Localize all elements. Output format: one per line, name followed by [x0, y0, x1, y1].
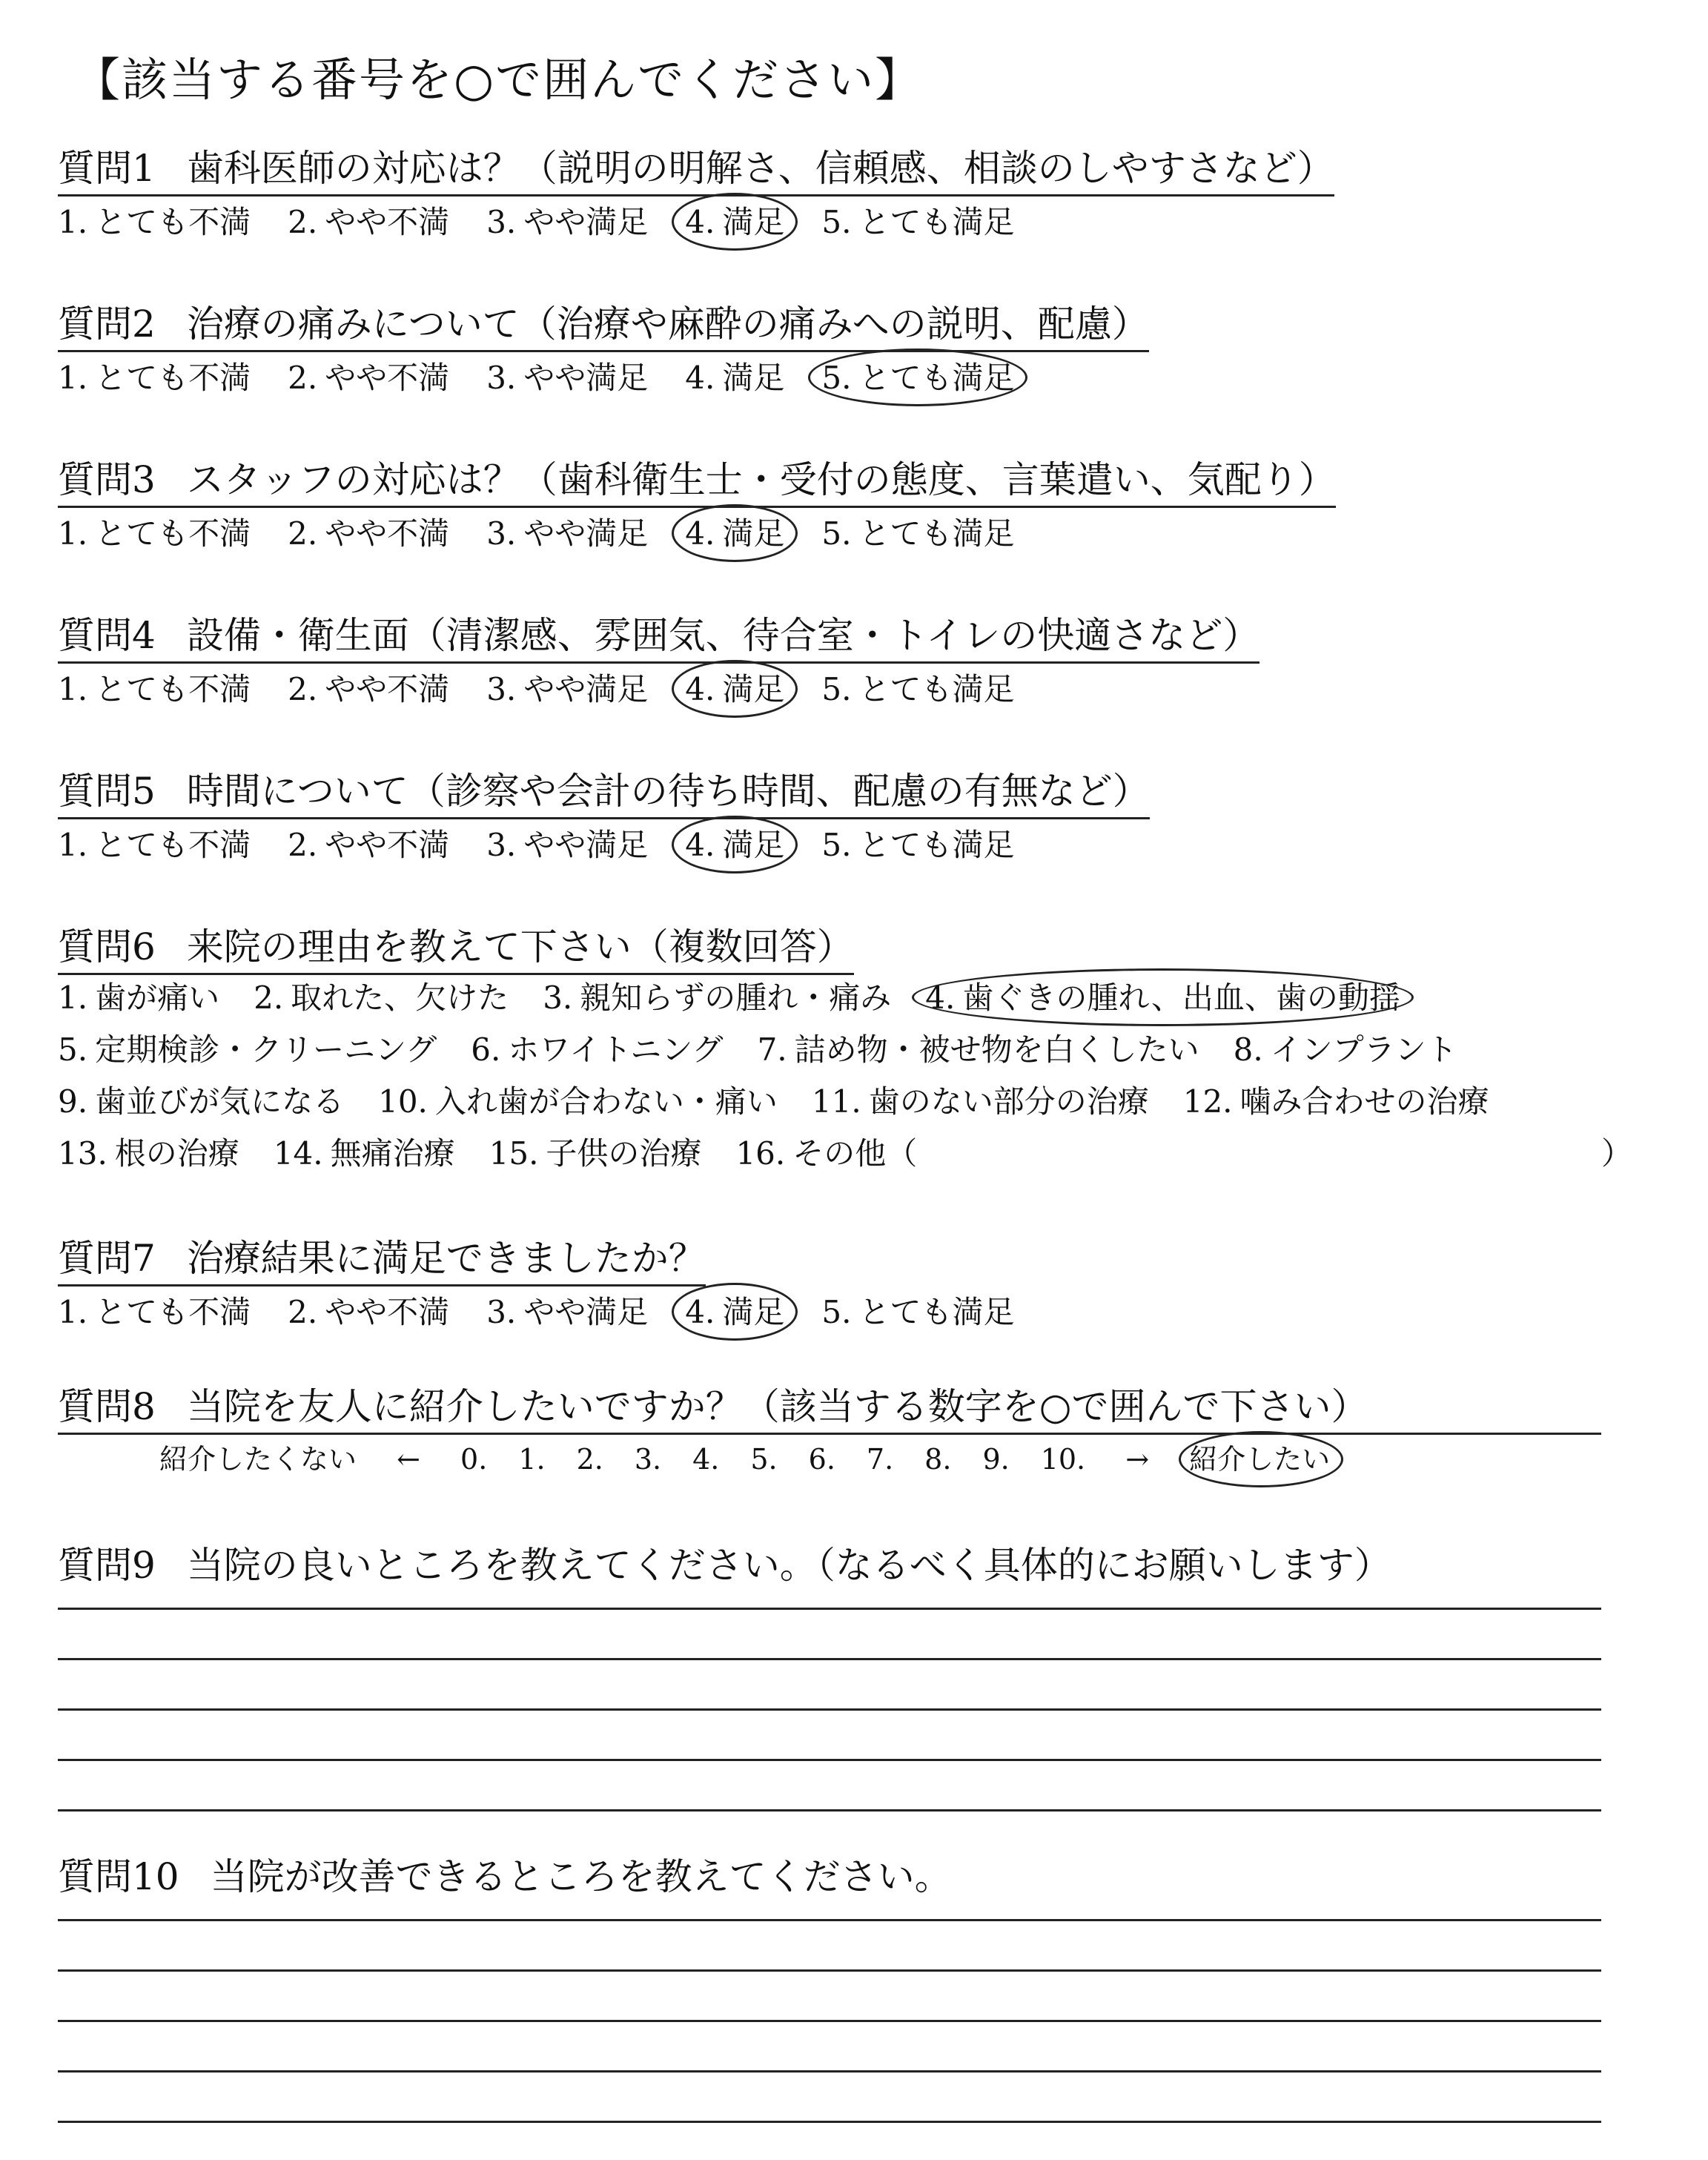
question-8-text: 当院を友人に紹介したいですか？（該当する数字を○で囲んで下さい） — [186, 1385, 1368, 1428]
recommend-score-8[interactable]: 8. — [924, 1443, 952, 1476]
question-6-text: 来院の理由を教えて下さい（複数回答） — [186, 925, 854, 968]
question-6-other-close-paren: ） — [1601, 1135, 1633, 1172]
option-label: とても不満 — [95, 515, 251, 552]
q2-option-1[interactable] — [58, 357, 251, 399]
question-5-text: 時間について（診察や会計の待ち時間、配慮の有無など） — [186, 770, 1150, 813]
option-label: やや満足 — [523, 515, 649, 552]
q6-option-1[interactable] — [58, 977, 219, 1019]
q3-option-5[interactable] — [821, 513, 1014, 555]
q6-option-6[interactable] — [471, 1029, 723, 1071]
q2-option-3[interactable] — [486, 357, 648, 399]
q9-answer-line-5[interactable] — [58, 1809, 1601, 1811]
option-number: 5. — [821, 360, 852, 396]
q9-answer-line-3[interactable] — [58, 1708, 1601, 1711]
option-label: やや満足 — [523, 360, 649, 396]
option-number: 4. — [685, 360, 715, 396]
question-6-row-2 — [58, 1029, 1492, 1071]
question-2-title — [58, 301, 1149, 352]
option-label: 満足 — [722, 671, 785, 707]
q1-option-3[interactable] — [486, 202, 648, 243]
question-9-title — [58, 1542, 1391, 1588]
question-10-text: 当院が改善できるところを教えてください。 — [210, 1855, 952, 1898]
option-number: 4. — [685, 515, 715, 552]
q1-option-2[interactable] — [288, 202, 449, 243]
q6-option-10[interactable] — [378, 1081, 778, 1123]
q2-option-5[interactable] — [821, 357, 1014, 399]
q5-option-3[interactable] — [486, 825, 648, 866]
question-3-title — [58, 457, 1336, 508]
option-label: とても不満 — [95, 204, 251, 240]
option-label: 親知らずの腫れ・痛み — [580, 980, 892, 1016]
q3-option-2[interactable] — [288, 513, 449, 555]
option-number: 1. — [58, 671, 88, 707]
recommend-score-1[interactable]: 1. — [518, 1443, 546, 1476]
question-3-options — [58, 513, 1051, 555]
option-label: 根の治療 — [114, 1135, 239, 1172]
option-number: 2. — [288, 671, 318, 707]
option-number: 5. — [821, 515, 852, 552]
option-number: 4. — [685, 827, 715, 863]
option-label: 満足 — [722, 204, 785, 240]
option-label: とても満足 — [858, 515, 1015, 552]
recommend-score-0[interactable]: 0. — [460, 1443, 488, 1476]
option-label: 歯が痛い — [95, 980, 220, 1016]
option-label: 詰め物・被せ物を白くしたい — [794, 1031, 1199, 1068]
question-6-row-4 — [58, 1133, 951, 1175]
question-3-number: 質問3 — [58, 458, 156, 501]
option-number: 4. — [685, 204, 715, 240]
question-1-title — [58, 145, 1334, 196]
recommend-score-2[interactable]: 2. — [576, 1443, 603, 1476]
q5-option-5[interactable] — [821, 825, 1014, 866]
q6-option-15[interactable] — [489, 1133, 702, 1175]
q10-answer-line-1[interactable] — [58, 1919, 1601, 1921]
question-6-row-3 — [58, 1081, 1523, 1123]
q4-option-4[interactable] — [685, 669, 784, 710]
option-number: 3. — [486, 671, 517, 707]
q4-option-1[interactable] — [58, 669, 251, 710]
question-2-text: 治療の痛みについて（治療や麻酔の痛みへの説明、配慮） — [186, 303, 1149, 346]
q10-answer-line-4[interactable] — [58, 2070, 1601, 2073]
q3-option-4[interactable] — [685, 513, 784, 555]
recommend-score-3[interactable]: 3. — [634, 1443, 662, 1476]
q2-option-2[interactable] — [288, 357, 449, 399]
option-number: 3. — [486, 515, 517, 552]
option-label: とても満足 — [858, 360, 1015, 396]
q4-option-5[interactable] — [821, 669, 1014, 710]
option-label: とても不満 — [95, 671, 251, 707]
recommend-score-6[interactable]: 6. — [808, 1443, 835, 1476]
question-10-number: 質問10 — [58, 1855, 179, 1898]
option-number: 1. — [58, 515, 88, 552]
option-number: 4. — [685, 671, 715, 707]
option-label: 入れ歯が合わない・痛い — [434, 1083, 778, 1120]
option-label: とても不満 — [95, 827, 251, 863]
q7-option-5[interactable] — [821, 1292, 1014, 1333]
option-number: 1. — [58, 204, 88, 240]
option-label: やや満足 — [523, 1294, 649, 1330]
option-label: やや不満 — [325, 671, 450, 707]
recommend-score-4[interactable]: 4. — [692, 1443, 720, 1476]
option-number: 2. — [288, 360, 318, 396]
option-number: 3. — [486, 1294, 517, 1330]
question-2-options — [58, 357, 1051, 399]
option-label: 歯並びが気になる — [95, 1083, 345, 1120]
option-number: 7. — [757, 1031, 787, 1068]
not-recommend-label: 紹介したくない — [159, 1443, 357, 1476]
option-label: 満足 — [722, 515, 785, 552]
option-label: 噛み合わせの治療 — [1239, 1083, 1489, 1120]
question-1-options — [58, 202, 1051, 243]
question-8-scale-row — [159, 1439, 1330, 1480]
option-label: とても不満 — [95, 1294, 251, 1330]
q9-answer-line-2[interactable] — [58, 1658, 1601, 1660]
option-label: 満足 — [722, 1294, 785, 1330]
q6-option-8[interactable] — [1234, 1029, 1457, 1071]
option-label: とても満足 — [858, 827, 1015, 863]
question-3-text: スタッフの対応は？（歯科衛生士・受付の態度、言葉遣い、気配り） — [186, 458, 1336, 501]
q3-option-1[interactable] — [58, 513, 251, 555]
q6-option-12[interactable] — [1183, 1081, 1489, 1123]
q10-answer-line-3[interactable] — [58, 2020, 1601, 2022]
option-number: 3. — [486, 204, 517, 240]
option-label: 取れた、欠けた — [291, 980, 509, 1016]
option-number: 11. — [811, 1083, 861, 1120]
option-number: 14. — [273, 1135, 323, 1172]
option-label: ホワイトニング — [508, 1031, 724, 1068]
q7-option-2[interactable] — [288, 1292, 449, 1333]
recommend-label-circled: 紹介したい — [1189, 1439, 1330, 1480]
q4-option-3[interactable] — [486, 669, 648, 710]
option-number: 1. — [58, 827, 88, 863]
q4-option-2[interactable] — [288, 669, 449, 710]
option-label: とても満足 — [858, 204, 1015, 240]
q6-option-13[interactable] — [58, 1133, 239, 1175]
q9-answer-line-4[interactable] — [58, 1759, 1601, 1761]
option-number: 2. — [288, 515, 318, 552]
option-label: 満足 — [722, 827, 785, 863]
recommend-scale — [460, 1439, 1116, 1480]
option-number: 8. — [1233, 1031, 1263, 1068]
question-6-title — [58, 924, 854, 975]
q10-answer-line-2[interactable] — [58, 1969, 1601, 1972]
question-9-text: 当院の良いところを教えてください。（なるべく具体的にお願いします） — [186, 1544, 1391, 1587]
option-number: 3. — [486, 827, 517, 863]
option-label: インプラント — [1270, 1031, 1457, 1068]
option-number: 9. — [58, 1083, 88, 1120]
question-10-title — [58, 1854, 952, 1900]
question-8-title — [58, 1384, 1601, 1435]
q6-option-4[interactable] — [925, 977, 1400, 1019]
option-label: とても満足 — [858, 1294, 1015, 1330]
question-6-number: 質問6 — [58, 925, 156, 968]
option-number: 13. — [58, 1135, 107, 1172]
question-4-number: 質問4 — [58, 614, 156, 657]
recommend-score-9[interactable]: 9. — [982, 1443, 1010, 1476]
q2-option-4[interactable] — [685, 357, 784, 399]
option-label: 満足 — [722, 360, 785, 396]
option-label: 無痛治療 — [330, 1135, 455, 1172]
option-number: 5. — [821, 827, 852, 863]
option-label: やや不満 — [325, 827, 450, 863]
q5-option-1[interactable] — [58, 825, 251, 866]
q6-option-14[interactable] — [274, 1133, 455, 1175]
option-number: 5. — [821, 1294, 852, 1330]
q6-option-5[interactable] — [58, 1029, 437, 1071]
option-number: 4. — [925, 980, 956, 1016]
question-8-number: 質問8 — [58, 1385, 156, 1428]
q6-option-2[interactable] — [254, 977, 509, 1019]
q6-option-7[interactable] — [758, 1029, 1199, 1071]
option-number: 2. — [288, 204, 318, 240]
option-label: とても満足 — [858, 671, 1015, 707]
option-number: 10. — [378, 1083, 428, 1120]
question-7-text: 治療結果に満足できましたか？ — [186, 1237, 706, 1280]
recommend-score-10[interactable]: 10. — [1040, 1443, 1086, 1476]
option-label: やや満足 — [523, 204, 649, 240]
q7-option-4[interactable] — [685, 1292, 784, 1333]
option-number: 2. — [288, 827, 318, 863]
option-label: やや不満 — [325, 515, 450, 552]
q1-option-4[interactable] — [685, 202, 784, 243]
q5-option-4[interactable] — [685, 825, 784, 866]
question-7-options — [58, 1292, 1051, 1333]
question-2-number: 質問2 — [58, 303, 156, 346]
option-label: やや満足 — [523, 671, 649, 707]
option-number: 4. — [685, 1294, 715, 1330]
option-label: やや不満 — [325, 204, 450, 240]
option-label: 定期検診・クリーニング — [95, 1031, 437, 1068]
right-arrow: → — [1125, 1443, 1150, 1476]
option-label: 子供の治療 — [546, 1135, 702, 1172]
q1-option-5[interactable] — [821, 202, 1014, 243]
option-number: 1. — [58, 360, 88, 396]
q6-option-16[interactable] — [735, 1133, 917, 1175]
page-header: 【該当する番号を○で囲んでください】 — [74, 53, 923, 107]
question-7-title — [58, 1235, 706, 1287]
q7-option-1[interactable] — [58, 1292, 251, 1333]
question-6-row-1 — [58, 977, 1434, 1019]
option-number: 5. — [58, 1031, 88, 1068]
option-number: 12. — [1182, 1083, 1233, 1120]
recommend-score-7[interactable]: 7. — [866, 1443, 894, 1476]
option-label: やや不満 — [325, 1294, 450, 1330]
option-label: 歯のない部分の治療 — [868, 1083, 1149, 1120]
option-label: 歯ぐきの腫れ、出血、歯の動揺 — [962, 980, 1400, 1016]
question-1-number: 質問1 — [58, 147, 156, 190]
option-number: 6. — [471, 1031, 501, 1068]
left-arrow: ← — [397, 1443, 420, 1476]
option-number: 3. — [543, 980, 573, 1016]
option-number: 1. — [58, 980, 88, 1016]
question-5-options — [58, 825, 1051, 866]
q3-option-3[interactable] — [486, 513, 648, 555]
option-number: 1. — [58, 1294, 88, 1330]
option-number: 5. — [821, 671, 852, 707]
option-number: 2. — [254, 980, 284, 1016]
question-4-text: 設備・衛生面（清潔感、雰囲気、待合室・トイレの快適さなど） — [186, 614, 1260, 657]
question-9-number: 質問9 — [58, 1544, 156, 1587]
question-5-number: 質問5 — [58, 770, 156, 813]
question-5-title — [58, 768, 1150, 819]
question-4-options — [58, 669, 1051, 710]
recommend-score-5[interactable]: 5. — [750, 1443, 778, 1476]
option-label: とても不満 — [95, 360, 251, 396]
option-number: 16. — [735, 1135, 786, 1172]
option-label: やや不満 — [325, 360, 450, 396]
question-1-text: 歯科医師の対応は？（説明の明解さ、信頼感、相談のしやすさなど） — [186, 147, 1334, 190]
option-number: 5. — [821, 204, 852, 240]
option-number: 15. — [489, 1135, 539, 1172]
option-number: 3. — [486, 360, 517, 396]
q1-option-1[interactable] — [58, 202, 251, 243]
option-number: 2. — [288, 1294, 318, 1330]
option-label: やや満足 — [523, 827, 649, 863]
q9-answer-line-1[interactable] — [58, 1608, 1601, 1610]
option-label: その他（ — [792, 1135, 918, 1172]
q7-option-3[interactable] — [486, 1292, 648, 1333]
q10-answer-line-5[interactable] — [58, 2121, 1601, 2123]
q5-option-2[interactable] — [288, 825, 449, 866]
question-4-title — [58, 612, 1260, 664]
question-7-number: 質問7 — [58, 1237, 156, 1280]
q6-option-3[interactable] — [543, 977, 891, 1019]
q6-option-11[interactable] — [812, 1081, 1149, 1123]
q6-option-9[interactable] — [58, 1081, 344, 1123]
